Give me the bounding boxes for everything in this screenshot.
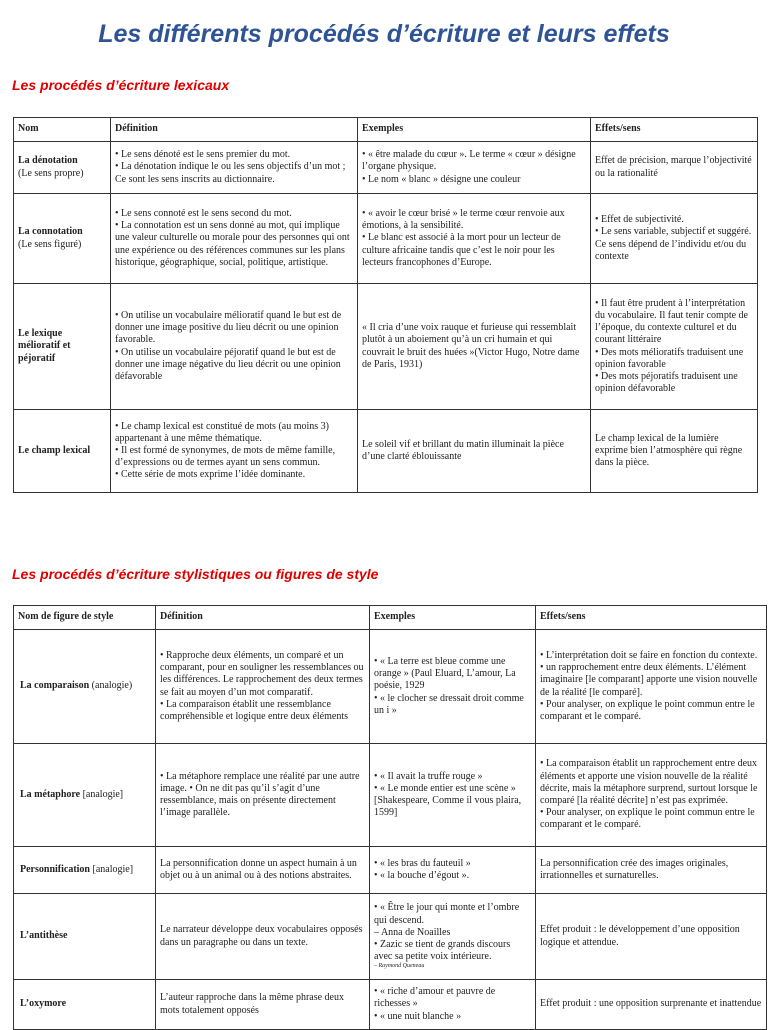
cell-line: • Effet de subjectivité. [595, 214, 684, 226]
definition-cell [156, 980, 370, 1030]
examples-cell [358, 410, 591, 493]
effects-cell [591, 410, 758, 493]
cell-line: • Des mots péjoratifs traduisent une opinion défavorable [595, 370, 738, 395]
cell-line: • Rapproche deux éléments, un comparé et un comparant, pour en souligner les ressemblances ou les différences. Le rapprochement des deux termes se fait au moyen d’un mot comparatif. [160, 649, 364, 698]
row-name-label: Le champ lexical [18, 444, 91, 456]
row-name [14, 630, 156, 744]
row-name-label: L’antithèse [20, 930, 68, 942]
table-header-row [14, 606, 767, 630]
page-title: Les différents procédés d’écriture et leurs effets [98, 20, 670, 48]
table-row [14, 980, 767, 1030]
cell-line: • Le sens variable, subjectif et suggéré. Ce sens dépend de l’individu et/ou du contexte [595, 226, 752, 262]
cell-line: • La comparaison établit une ressemblance compréhensible et logique entre deux éléments [160, 698, 348, 722]
cell-line: • Le sens dénoté est le sens premier du mot. [115, 149, 291, 161]
row-name [14, 142, 111, 194]
header-cell: Nom de figure de style [14, 606, 156, 630]
table-row [14, 194, 758, 284]
definition-cell [156, 630, 370, 744]
cell-line: Effet produit : le développement d’une opposition logique et attendue. [540, 924, 740, 948]
definition-cell [111, 142, 358, 194]
cell-line: • « La terre est bleue comme une orange » (Paul Eluard, L’amour, La poésie, 1929 [374, 656, 516, 692]
row-name [14, 194, 111, 284]
cell-line: Effet produit : une opposition surprenante et inattendue [540, 998, 762, 1010]
row-name-tag: [analogie] [92, 863, 134, 875]
cell-line: • Le sens connoté est le sens second du mot. [115, 208, 292, 220]
cell-line: • Il faut être prudent à l’interprétation du vocabulaire. Il faut tenir compte de l’époque, du contexte culturel et du courant littéraire [595, 297, 748, 346]
effects-cell [591, 142, 758, 194]
examples-cell [370, 980, 536, 1030]
table-row [14, 847, 767, 894]
cell-line: • La métaphore remplace une réalité par une autre image. • On ne dit pas qu’il s’agit d’une ressemblance, mais on présente directement l’image parallèle. [160, 770, 360, 819]
row-name-tag: (analogie) [91, 680, 133, 692]
cell-line: L’auteur rapproche dans la même phrase deux mots totalement opposés [160, 992, 344, 1016]
examples-cell [370, 894, 536, 980]
examples-cell [358, 142, 591, 194]
cell-line: • On utilise un vocabulaire mélioratif quand le but est de donner une image positive du lieu décrit ou une opinion favorable. [115, 309, 342, 346]
header-cell: Exemples [370, 606, 536, 630]
row-name [14, 744, 156, 847]
examples-cell [370, 744, 536, 847]
row-name-tag: [analogie] [82, 788, 124, 800]
effects-cell [536, 744, 767, 847]
cell-line: • « Il avait la truffe rouge » [374, 770, 483, 782]
attribution: – Raymond Queneau [374, 963, 425, 970]
cell-line: • « une nuit blanche » [374, 1010, 462, 1022]
row-name [14, 847, 156, 894]
cell-line: • Le champ lexical est constitué de mots (au moins 3) appartenant à une même thématique. [115, 420, 329, 444]
cell-line: • On utilise un vocabulaire péjoratif quand le but est de donner une image négative du lieu décrit ou une opinion défavorable [115, 346, 341, 382]
effects-cell [536, 630, 767, 744]
row-name [14, 980, 156, 1030]
row-name-label: La comparaison [20, 680, 90, 692]
cell-line: • « être malade du cœur ». Le terme « cœur » désigne l’organe physique. [362, 149, 576, 173]
cell-line: • « le clocher se dressait droit comme un i » [374, 692, 524, 716]
cell-line: • Le blanc est associé à la mort pour un lecteur de culture africaine tandis que c’est le noir pour les lecteurs francophones d’Europe. [362, 232, 561, 268]
row-name-label: La connotation [18, 226, 83, 238]
cell-line: • « riche d’amour et pauvre de richesses » [374, 986, 496, 1010]
cell-line: • Pour analyser, on explique le point commun entre le comparant et le comparé. [540, 698, 755, 722]
cell-line: • « Le monde entier est une scène » [Shakespeare, Comme il vous plaira, 1599] [374, 782, 522, 819]
figures-of-style-table [13, 605, 767, 1030]
definition-cell [111, 410, 358, 493]
header-cell: Définition [111, 118, 358, 142]
cell-line: • Le nom « blanc » désigne une couleur [362, 173, 521, 185]
cell-line: La personnification crée des images originales, irrationnelles et surnaturelles. [540, 857, 729, 881]
examples-cell [358, 194, 591, 284]
header-cell: Effets/sens [536, 606, 767, 630]
row-name-sub: (Le sens figuré) [18, 238, 82, 250]
cell-line: – Anna de Noailles [374, 926, 451, 938]
row-name-label: Personnification [20, 863, 90, 875]
row-name-label: Le lexique mélioratif et péjoratif [18, 328, 71, 364]
cell-line: • La comparaison établit un rapprochement entre deux éléments et apporte une vision nouvelle de la réalité décrite, mais la métaphore surprend, surtout lorsque le comparé [la réalité décrite] n’est pas exprimée. [540, 758, 758, 806]
cell-line: Le narrateur développe deux vocabulaires opposés dans un paragraphe ou dans un texte. [160, 924, 363, 948]
table-row [14, 410, 758, 493]
definition-cell [111, 284, 358, 410]
cell-line: • Cette série de mots exprime l’idée dominante. [115, 469, 306, 481]
examples-cell [358, 284, 591, 410]
row-name [14, 410, 111, 493]
cell-line: • Zazic se tient de grands discours avec sa petite voix intérieure. [374, 938, 511, 963]
table-row [14, 630, 767, 744]
cell-line: • « Être le jour qui monte et l’ombre qui descend. [374, 902, 520, 926]
table-row [14, 284, 758, 410]
row-name [14, 894, 156, 980]
table-row [14, 744, 767, 847]
table-row [14, 894, 767, 980]
row-name-label: La dénotation [18, 155, 78, 167]
section-heading-stylistic: Les procédés d’écriture stylistiques ou figures de style [12, 566, 379, 582]
cell-line: • un rapprochement entre deux éléments. L’élément imaginaire [le comparant] apporte une vision nouvelle de la réalité [le comparé]. [540, 662, 758, 698]
cell-line: • « avoir le cœur brisé » le terme cœur renvoie aux émotions, à la sensibilité. [362, 208, 565, 232]
lexical-table [13, 117, 758, 493]
row-name-label: La métaphore [20, 788, 81, 800]
cell-line: Effet de précision, marque l’objectivité ou la rationalité [595, 155, 752, 179]
definition-cell [156, 894, 370, 980]
header-cell: Nom [14, 118, 111, 142]
cell-line: • La connotation est un sens donné au mot, qui implique une valeur culturelle ou morale pour des personnes qui ont une expérience ou des références communes sur les plans historique, géographique, social, politique, artistique. [115, 220, 350, 268]
cell-line: • Il est formé de synonymes, de mots de même famille, d’expressions ou de termes ayant un sens commun. [115, 444, 336, 469]
header-cell: Définition [156, 606, 370, 630]
cell-line: • L’interprétation doit se faire en fonction du contexte. [540, 649, 758, 661]
effects-cell [591, 284, 758, 410]
cell-line: • Pour analyser, on explique le point commun entre le comparant et le comparé. [540, 807, 755, 831]
effects-cell [536, 847, 767, 894]
definition-cell [156, 847, 370, 894]
table-header-row [14, 118, 758, 142]
examples-cell [370, 847, 536, 894]
effects-cell [591, 194, 758, 284]
cell-line: • Des mots mélioratifs traduisent une opinion favorable [595, 346, 744, 370]
section-heading-lexical: Les procédés d’écriture lexicaux [12, 77, 230, 93]
cell-line: • La dénotation indique le ou les sens objectifs d’un mot ; Ce sont les sens inscrits au dictionnaire. [115, 161, 346, 185]
definition-cell [156, 744, 370, 847]
effects-cell [536, 980, 767, 1030]
row-name-label: L’oxymore [20, 998, 67, 1010]
header-cell: Exemples [358, 118, 591, 142]
row-name-sub: (Le sens propre) [18, 167, 84, 179]
cell-line: Le champ lexical de la lumière exprime bien l’atmosphère qui règne dans la pièce. [595, 432, 743, 469]
row-name [14, 284, 111, 410]
effects-cell [536, 894, 767, 980]
cell-line: La personnification donne un aspect humain à un objet ou à un animal ou à des notions abstraites. [160, 857, 357, 881]
header-cell: Effets/sens [591, 118, 758, 142]
cell-line: Le soleil vif et brillant du matin illuminait la pièce d’une clarté éblouissante [362, 438, 564, 462]
cell-line: • « les bras du fauteuil » [374, 857, 471, 869]
cell-line: « Il cria d’une voix rauque et furieuse qui ressemblait plutôt à un aboiement qu’à un cri humain et qui couvrait le bruit des huées »(Victor Hugo, Notre dame de Paris, 1931) [362, 322, 580, 370]
examples-cell [370, 630, 536, 744]
definition-cell [111, 194, 358, 284]
table-row [14, 142, 758, 194]
cell-line: • « la bouche d’égout ». [374, 870, 470, 881]
